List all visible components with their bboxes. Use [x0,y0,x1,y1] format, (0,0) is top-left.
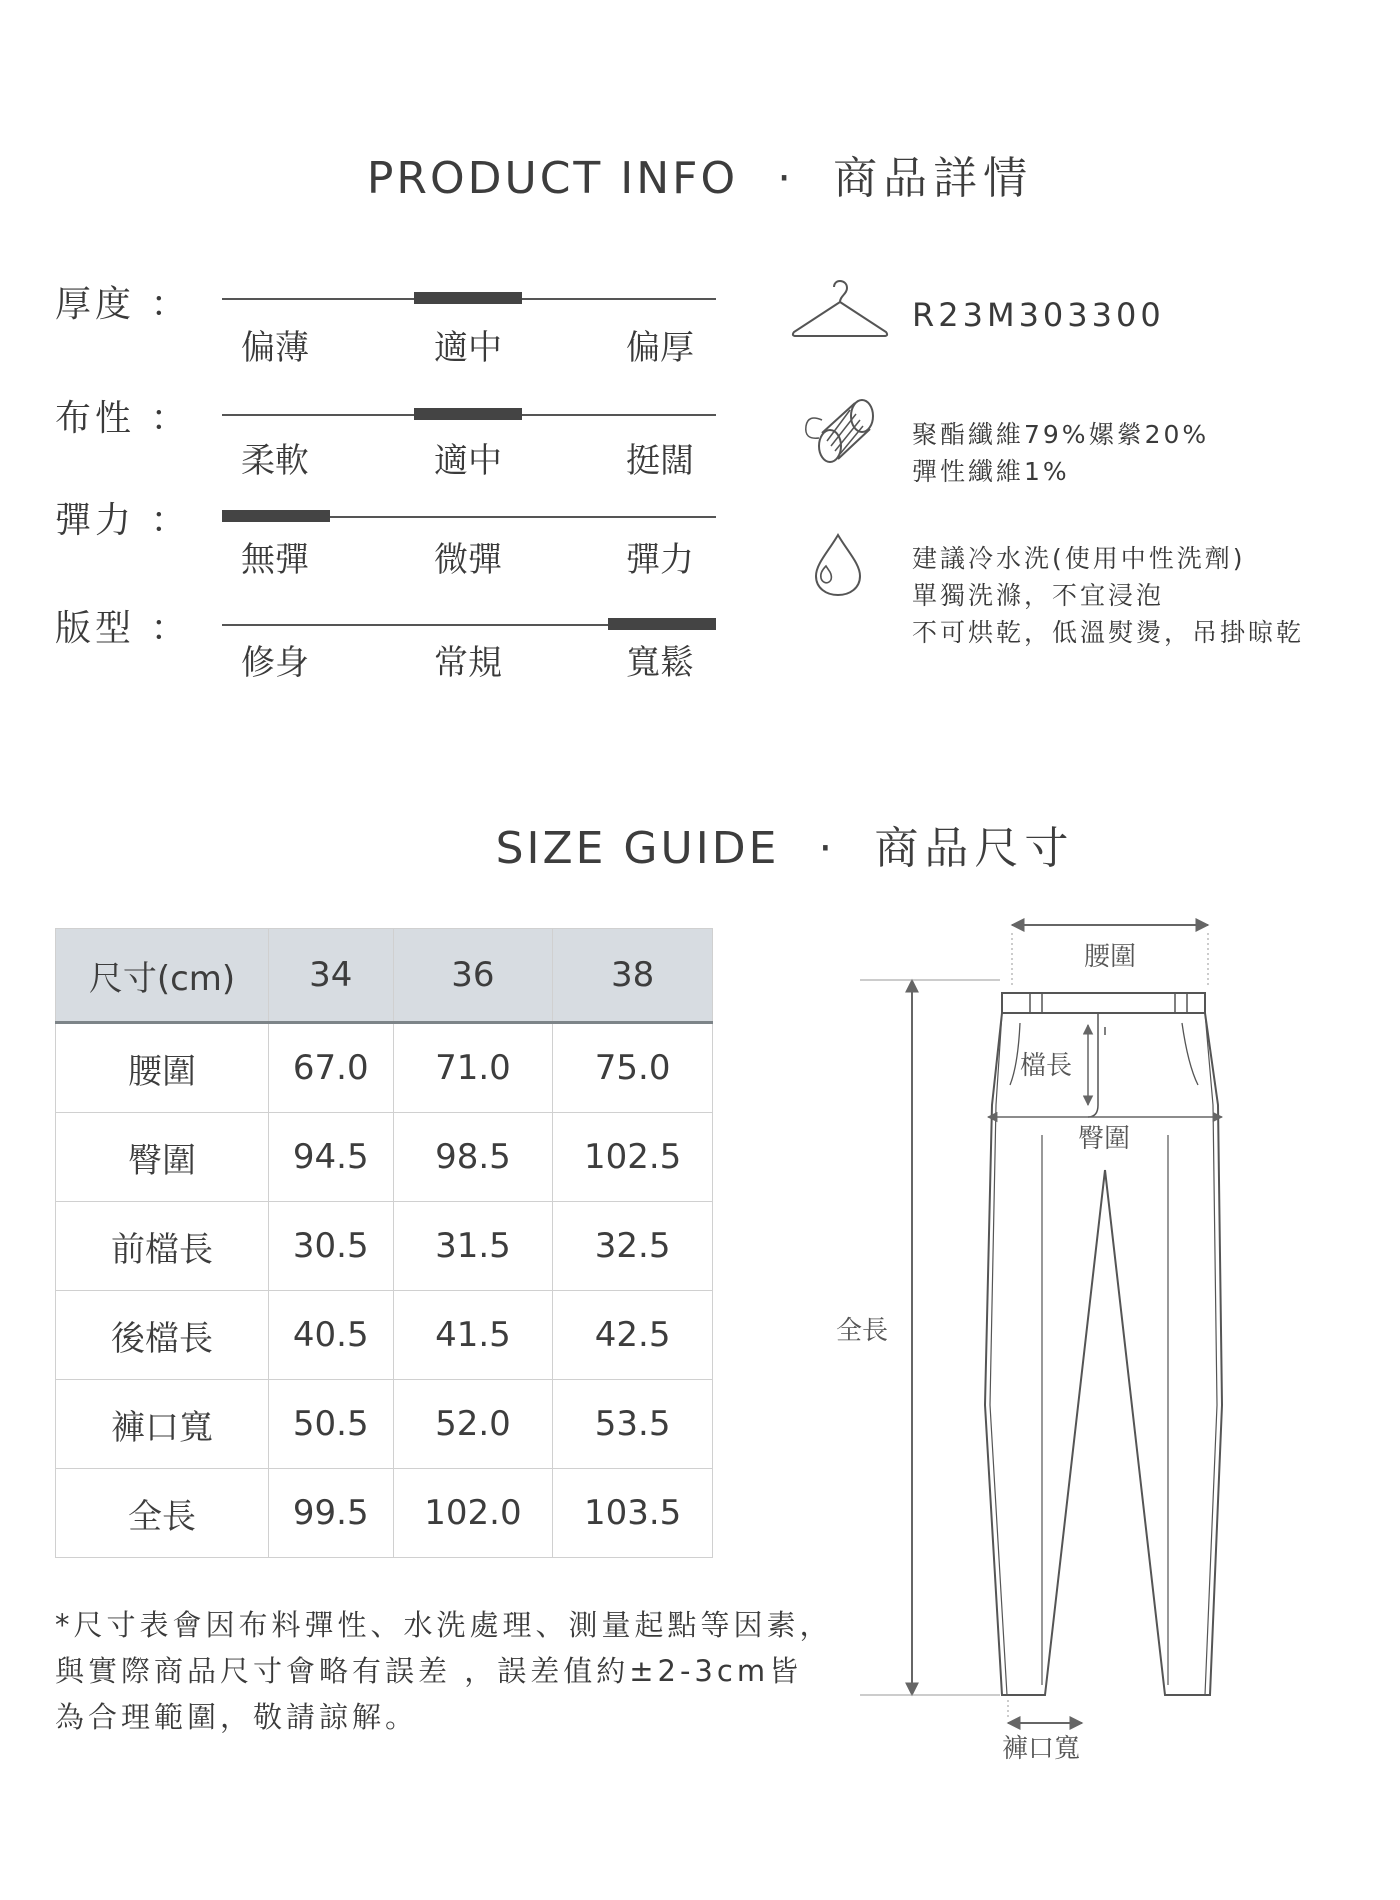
cell-value: 103.5 [553,1469,713,1558]
cell-value: 52.0 [393,1380,553,1469]
attr-thickness-opt-3: 偏厚 [626,328,694,368]
attr-fit-indicator [608,618,716,630]
attr-thickness-opt-2: 適中 [434,328,502,368]
water-drop-icon [810,532,866,598]
diagram-label-waist: 腰圍 [1084,942,1137,972]
care-line-2: 單獨洗滌，不宜浸泡 [912,581,1165,610]
cell-value: 102.5 [553,1113,713,1202]
attr-fit-opt-1: 修身 [241,643,309,683]
size-table-header-34: 34 [269,929,394,1023]
cell-value: 41.5 [393,1291,553,1380]
cell-value: 32.5 [553,1202,713,1291]
attr-fabric-opt-2: 適中 [434,441,502,481]
product-info-title-zh: 商品詳情 [833,153,1034,204]
attr-stretch-opt-1: 無彈 [241,540,309,580]
attr-fabric-indicator [414,408,522,420]
care-line-1: 建議冷水洗(使用中性洗劑) [912,544,1246,573]
cell-value: 40.5 [269,1291,394,1380]
cell-value: 53.5 [553,1380,713,1469]
size-note-line-2: 與實際商品尺寸會略有誤差 ，誤差值約±2-3cm皆 [55,1654,803,1688]
row-label: 全長 [56,1469,269,1558]
cell-value: 99.5 [269,1469,394,1558]
row-label: 前檔長 [56,1202,269,1291]
attr-stretch-label: 彈力 ： [55,500,191,541]
size-table-header-unit: 尺寸(cm) [56,929,269,1023]
attr-thickness-indicator [414,292,522,304]
material-line-1: 聚酯纖維79%嫘縈20% [912,420,1210,449]
material-line-2: 彈性纖維1% [912,457,1070,486]
cell-value: 50.5 [269,1380,394,1469]
attr-fit-opt-2: 常規 [434,643,502,683]
product-info-title-en: PRODUCT INFO [366,153,739,204]
cell-value: 75.0 [553,1023,713,1113]
size-note-line-3: 為合理範圍，敬請諒解。 [55,1700,419,1734]
diagram-label-hem: 褲口寬 [1002,1734,1081,1764]
cell-value: 67.0 [269,1023,394,1113]
attr-thickness-label: 厚度 ： [55,284,191,325]
thread-spool-icon [800,396,880,464]
row-label: 褲口寬 [56,1380,269,1469]
size-guide-title-zh: 商品尺寸 [874,823,1075,874]
diagram-label-rise: 檔長 [1020,1051,1073,1081]
attr-stretch-indicator [222,510,330,522]
size-note-line-1: *尺寸表會因布料彈性、水洗處理、測量起點等因素， [55,1608,833,1642]
material-text [912,416,1209,490]
size-table [55,928,713,1558]
cell-value: 102.0 [393,1469,553,1558]
hanger-icon [790,280,890,344]
cell-value: 30.5 [269,1202,394,1291]
attr-stretch-opt-2: 微彈 [434,540,502,580]
row-label: 臀圍 [56,1113,269,1202]
attr-fabric-label: 布性 ： [55,398,191,439]
size-note [55,1602,855,1740]
size-table-header-36: 36 [393,929,553,1023]
cell-value: 71.0 [393,1023,553,1113]
size-table-header-38: 38 [553,929,713,1023]
size-table-header-row [56,929,713,1023]
table-row [56,1291,713,1380]
size-guide-title-en: SIZE GUIDE [495,823,780,874]
cell-value: 42.5 [553,1291,713,1380]
attr-fabric-opt-1: 柔軟 [241,441,309,481]
cell-value: 31.5 [393,1202,553,1291]
attr-stretch-opt-3: 彈力 [626,540,694,580]
row-label: 腰圍 [56,1023,269,1113]
table-row [56,1202,713,1291]
table-row [56,1023,713,1113]
attr-fit-opt-3: 寬鬆 [626,643,694,683]
table-row [56,1113,713,1202]
attr-fabric-opt-3: 挺闊 [626,441,694,481]
size-guide-title [0,812,1400,876]
attr-fit-label: 版型 ： [55,608,191,649]
row-label: 後檔長 [56,1291,269,1380]
diagram-label-length: 全長 [836,1316,889,1346]
care-text [912,540,1304,651]
diagram-label-hip: 臀圍 [1078,1124,1131,1154]
cell-value: 94.5 [269,1113,394,1202]
title-separator: · [777,153,795,204]
table-row [56,1380,713,1469]
care-line-3: 不可烘乾，低溫熨燙，吊掛晾乾 [912,618,1305,647]
product-info-title [0,142,1400,206]
table-row [56,1469,713,1558]
title-separator: · [818,823,836,874]
product-code: R23M303300 [912,296,1165,334]
cell-value: 98.5 [393,1113,553,1202]
attr-thickness-opt-1: 偏薄 [241,328,309,368]
